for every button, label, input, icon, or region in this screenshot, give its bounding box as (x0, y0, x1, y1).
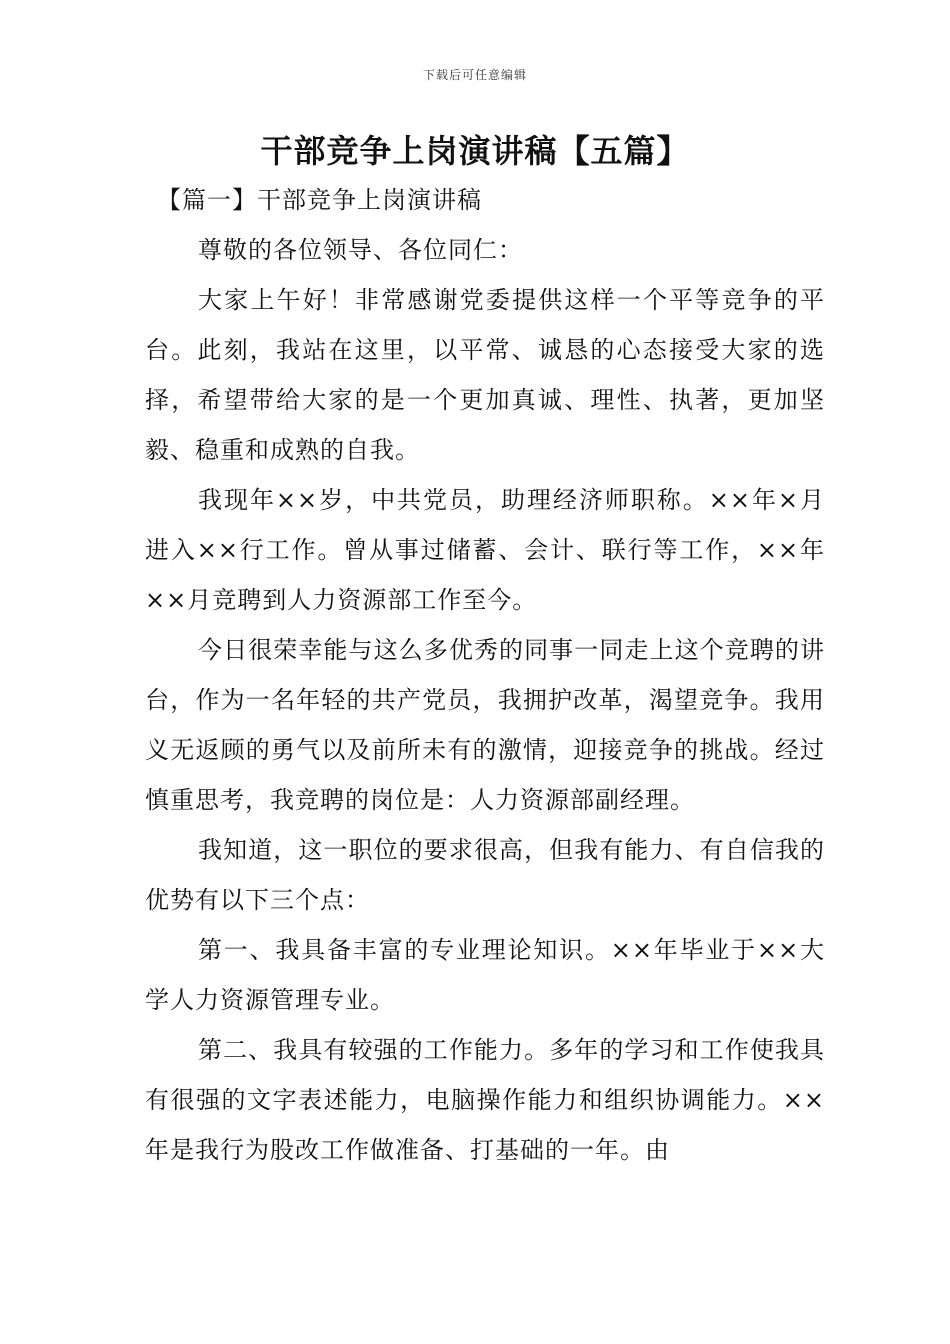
paragraph: 我现年××岁，中共党员，助理经济师职称。××年×月进入××行工作。曾从事过储蓄、会计、联行等工作，××年××月竞聘到人力资源部工作至今。 (145, 486, 825, 614)
document-body (145, 175, 825, 1175)
paragraph: 我知道，这一职位的要求很高，但我有能力、有自信我的优势有以下三个点： (145, 836, 825, 914)
paragraph: 第二、我具有较强的工作能力。多年的学习和工作使我具有很强的文字表述能力，电脑操作能力和组织协调能力。××年是我行为股改工作做准备、打基础的一年。由 (145, 1036, 825, 1164)
header-note: 下载后可任意编辑 (422, 68, 527, 82)
paragraph: 第一、我具备丰富的专业理论知识。××年毕业于××大学人力资源管理专业。 (145, 936, 825, 1014)
section-heading: 【篇一】干部竞争上岗演讲稿 (157, 186, 482, 214)
paragraph: 今日很荣幸能与这么多优秀的同事一同走上这个竞聘的讲台，作为一名年轻的共产党员，我拥护改革，渴望竞争。我用义无返顾的勇气以及前所未有的激情，迎接竞争的挑战。经过慎重思考，我竞聘的岗位是：人力资源部副经理。 (145, 636, 825, 814)
paragraph: 大家上午好！非常感谢党委提供这样一个平等竞争的平台。此刻，我站在这里，以平常、诚恳的心态接受大家的选择，希望带给大家的是一个更加真诚、理性、执著，更加坚毅、稳重和成熟的自我。 (145, 286, 825, 464)
paragraph-salutation: 尊敬的各位领导、各位同仁： (198, 236, 523, 264)
document-title: 干部竞争上岗演讲稿【五篇】 (260, 132, 690, 170)
